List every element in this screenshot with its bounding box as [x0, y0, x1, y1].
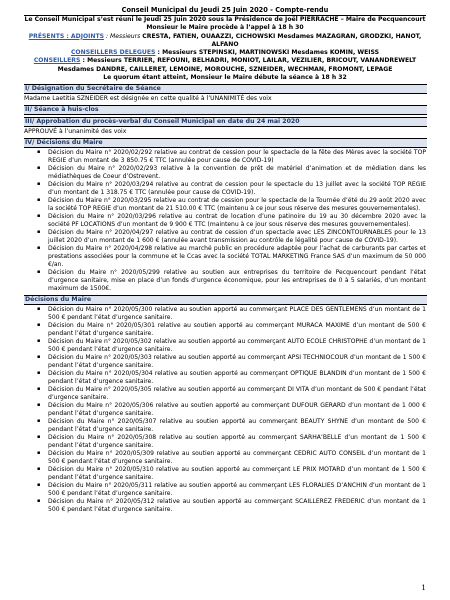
delegues-label: CONSEILLERS DELEGUES [70, 49, 156, 57]
section-heading-3: III/ Approbation du procès-verbal du Conseil Municipal en date du 24 mai 2020 [24, 117, 427, 127]
bullet-icon: ▪ [37, 149, 41, 156]
intro-line-1: Le Conseil Municipal s’est réuni le Jeudi 25 Juin 2020 sous la Présidence de Joël PIERRACHE – Maire de Pecquencourt [24, 16, 426, 23]
decision-item [24, 181, 426, 197]
decision-item [24, 322, 426, 338]
presents-line [24, 33, 426, 50]
decision-item [24, 149, 426, 165]
decision-item [24, 245, 426, 269]
bullet-icon: ▪ [37, 197, 41, 204]
decisions-list-a [24, 149, 426, 293]
decision-text: Décision du Maire n° 2020/04/297 relative au contrat de cession d’un spectacle avec LES ZINCONTOURNABLES pour le 13 juillet 2020 d’un montant de 1 600 € (annulée avant transmission au contrôle de légalité pour cause de COVID-19). [48, 229, 426, 245]
section-heading-4: IV/ Décisions du Maire [24, 138, 427, 148]
bullet-icon: ▪ [37, 418, 41, 424]
decision-text: Décision du Maire n° 2020/05/308 relative au soutien apporté au commerçant SARHA’BELLE d’un montant de 1 500 € pendant l’état d’urgence sanitaire. [48, 434, 426, 449]
document-page [24, 6, 426, 514]
section-1-text: Madame Laetitia SZNEIDER est désignée en cette qualité à l’UNANIMITÉ des voix [24, 95, 272, 103]
decision-item [24, 338, 426, 354]
bullet-icon: ▪ [37, 354, 41, 360]
decision-item [24, 386, 426, 402]
decision-text: Décision du Maire n° 2020/03/294 relative au contrat de cession pour le spectacle du 13 juillet avec la société TOP REGIE d’un montant de 1 318.75 € TTC (annulée pour cause de COVID-19). [48, 181, 426, 197]
conseillers-line [24, 57, 426, 65]
bullet-icon: ▪ [37, 482, 41, 488]
section-heading-2: II/ Séance à huis-clos [24, 105, 427, 115]
decision-text: Décision du Maire n° 2020/05/310 relative au soutien apporté au commerçant LE PRIX MOTARD d’un montant de 1 500 € pendant l’état d’urgence sanitaire. [48, 466, 426, 481]
decision-item [24, 229, 426, 245]
bullet-icon: ▪ [37, 269, 41, 276]
decision-item [24, 213, 426, 229]
delegues-line [24, 49, 426, 57]
delegues-names: : Messieurs STEPINSKI, MARTINOWSKI Mesdames KOMIN, WEISS [155, 49, 380, 57]
decision-item [24, 434, 426, 450]
decision-item [24, 354, 426, 370]
presents-prefix: : Messieurs [104, 32, 143, 40]
bullet-icon: ▪ [37, 245, 41, 252]
decisions-list-b [24, 306, 426, 514]
decision-item [24, 197, 426, 213]
bullet-icon: ▪ [37, 434, 41, 440]
decision-item [24, 450, 426, 466]
decision-text: Décision du Maire n° 2020/02/293 relative à la convention de prêt de matériel d’animation et de médiation dans les médiathèques de Coeur d’Ostrevent. [48, 165, 426, 181]
bullet-icon: ▪ [37, 322, 41, 328]
conseillers-line-2: Mesdames DANDRE, CAILLERET, LEMOINE, MOROUCHE, SZNEIDER, WECHMAN, FROMONT, LEPAGE [57, 65, 393, 73]
decision-text: Décision du Maire n° 2020/05/303 relative au soutien apporté au commerçant APSI TECHNIOCOUR d’un montant de 1 500 € pendant l’état d’urgence sanitaire. [48, 354, 426, 369]
decision-item [24, 402, 426, 418]
section-heading-1: I/ Désignation du Secrétaire de Séance [24, 84, 427, 94]
document-title: Conseil Municipal du Jeudi 25 Juin 2020 - Compte-rendu [24, 6, 426, 16]
bullet-icon: ▪ [37, 165, 41, 172]
bullet-icon: ▪ [37, 498, 41, 504]
decision-text: Décision du Maire n° 2020/03/295 relative au contrat de cession pour le spectacle de la Tournée d’été du 29 août 2020 avec la société TOP REGIE d’un montant de 21 510.00 € TTC (maintenu à ce jour sous réserve des mesures gouvernementales). [48, 197, 426, 213]
decision-text: Décision du Maire n° 2020/05/311 relative au soutien apporté au commerçant LES FLORALIES D’ANCHIN d’un montant de 1 500 € pendant l’état d’urgence sanitaire. [48, 482, 426, 497]
decision-item [24, 165, 426, 181]
bullet-icon: ▪ [37, 386, 41, 392]
decision-item [24, 269, 426, 293]
intro-line-2: Monsieur le Maire procède à l’appel à 18 h 30 [146, 24, 304, 32]
decision-text: Décision du Maire n° 2020/05/299 relative au soutien aux entreprises du territoire de Pecquencourt pendant l’état d’urgence sanitaire, mise en place d’un fonds d’urgence économique, pour les entreprises de 0 à 5 salariés, d’un montant maximum de 1500€. [48, 269, 426, 293]
bullet-icon: ▪ [37, 229, 41, 236]
decision-item [24, 306, 426, 322]
decision-text: Décision du Maire n° 2020/05/306 relative au soutien apporté au commerçant DUFOUR GERARD d’un montant de 1 000 € pendant l’état d’urgence sanitaire. [48, 402, 426, 417]
bullet-icon: ▪ [37, 466, 41, 472]
decision-item [24, 466, 426, 482]
presents-names: CRESTA, FATIEN, OUAAZZI, CICHOWSKI Mesdames MAZAGRAN, GRODZKI, HANOT, ALFANO [142, 32, 422, 48]
page-number: 1 [421, 583, 426, 592]
conseillers-names: : Messieurs TERRIER, REFOUNI, BELHADRI, MONIOT, LAILAR, VEZILIER, BRICOUT, VANANDREWELT [80, 57, 417, 65]
bullet-icon: ▪ [37, 213, 41, 220]
decision-item [24, 370, 426, 386]
decision-text: Décision du Maire n° 2020/05/305 relative au soutien apporté au commerçant DI VITA d’un montant de 500 € pendant l’état d’urgence sanitaire. [48, 386, 426, 401]
decision-text: Décision du Maire n° 2020/03/296 relative au contrat de location d’une patinoire du 19 au 30 décembre 2020 avec la société PF LOCATIONS d’un montant de 9 900 € TTC (maintenu à ce jour sous réserve des mesures gouvernementales). [48, 213, 426, 229]
decision-text: Décision du Maire n° 2020/05/304 relative au soutien apporté au commerçant OPTIQUE BLANDIN d’un montant de 1 500 € pendant l’état d’urgence sanitaire. [48, 370, 426, 385]
quorum-line: Le quorum étant atteint, Monsieur le Maire débute la séance à 18 h 32 [103, 74, 347, 82]
decision-text: Décision du Maire n° 2020/05/302 relative au soutien apporté au commerçant AUTO ECOLE CHRISTOPHE d’un montant de 1 500 € pendant l’état d’urgence sanitaire. [48, 338, 426, 353]
bullet-icon: ▪ [37, 338, 41, 344]
decision-text: Décision du Maire n° 2020/05/301 relative au soutien apporté au commerçant MURACA MAXIME d’un montant de 500 € pendant l’état d’urgence sanitaire. [48, 322, 426, 337]
decision-text: Décision du Maire n° 2020/05/307 relative au soutien apporté au commerçant BEAUTY SHYNE d’un montant de 500 € pendant l’état d’urgence sanitaire. [48, 418, 426, 433]
decision-text: Décision du Maire n° 2020/05/312 relative au soutien apporté au commerçant SCAILLEREZ FREDERIC d’un montant de 1 500 € pendant l’état d’urgence sanitaire. [48, 498, 426, 513]
bullet-icon: ▪ [37, 402, 41, 408]
attendance-block [24, 16, 426, 82]
decision-text: Décision du Maire n° 2020/02/292 relative au contrat de cession pour le spectacle de la fête des Mères avec la société TOP REGIE d’un montant de 3 850.75 € TTC (annulée pour cause de COVID-19) [48, 149, 426, 165]
presents-label: PRÉSENTS : ADJOINTS [28, 32, 105, 40]
decision-item [24, 418, 426, 434]
bullet-icon: ▪ [37, 306, 41, 312]
conseillers-label: CONSEILLERS [33, 57, 81, 65]
bullet-icon: ▪ [37, 181, 41, 188]
section-heading-5: Décisions du Maire [24, 295, 427, 305]
section-3-text: APPROUVÉ à l’unanimité des voix [24, 128, 127, 136]
decision-text: Décision du Maire n° 2020/05/309 relative au soutien apporté au commerçant CEDRIC AUTO CONSEIL d’un montant de 1 500 € pendant l’état d’urgence sanitaire. [48, 450, 426, 465]
bullet-icon: ▪ [37, 370, 41, 376]
decision-item [24, 482, 426, 498]
decision-item [24, 498, 426, 514]
decision-text: Décision du Maire n° 2020/04/298 relative au marché public en procédure adaptée pour l’achat de carburants par cartes et prestations associées pour la commune et le Ccas avec la société TOTAL MARKETING France SAS d’un maximum de 50 000 €/an. [48, 245, 426, 269]
bullet-icon: ▪ [37, 450, 41, 456]
decision-text: Décision du Maire n° 2020/05/300 relative au soutien apporté au commerçant PLACE DES GENTLEMENS d’un montant de 1 500 € pendant l’état d’urgence sanitaire. [48, 306, 426, 321]
